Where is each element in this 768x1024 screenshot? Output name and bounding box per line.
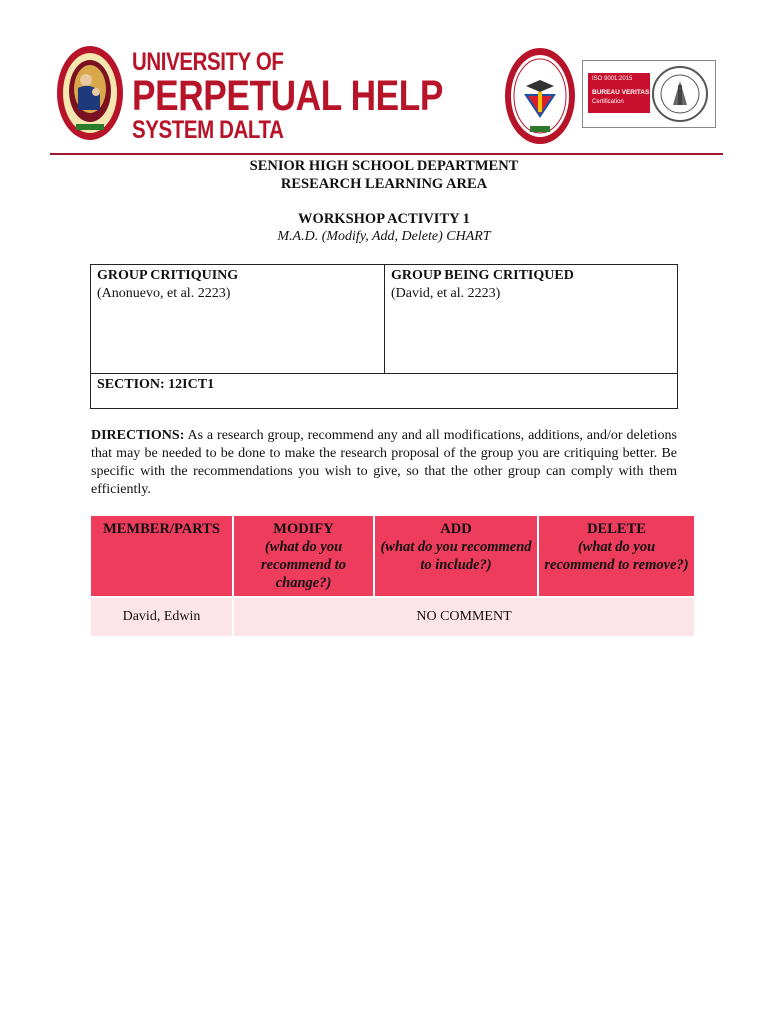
header-divider	[50, 153, 723, 155]
header-question: (what do you recommend to change?)	[261, 539, 346, 591]
certification-label: Certification	[592, 99, 624, 105]
group-critiquing-value: (Anonuevo, et al. 2223)	[97, 286, 231, 301]
section-label: SECTION: 12ICT1	[91, 373, 677, 408]
university-name-line3: SYSTEM DALTA	[132, 116, 284, 144]
mad-chart-table	[91, 516, 694, 636]
group-critiquing-cell	[91, 265, 385, 373]
header-add	[374, 516, 538, 597]
header-question: (what do you recommend to include?)	[380, 539, 532, 573]
directions-text: As a research group, recommend any and all modifications, additions, and/or deletions that may be needed to be done to make the research proposal of the group you are critiquing better. Be specific with the recommendations you wish to give, so that the other group can comply with them efficiently.	[91, 428, 677, 497]
activity-subtitle: M.A.D. (Modify, Add, Delete) CHART	[277, 229, 491, 244]
group-critiqued-cell	[385, 265, 677, 373]
uphsd-seal-icon	[56, 44, 124, 142]
certifier-name: BUREAU VERITAS	[592, 89, 650, 96]
header-modify	[233, 516, 374, 597]
department-title: SENIOR HIGH SCHOOL DEPARTMENT	[249, 158, 519, 174]
iso-standard: ISO 9001:2015	[592, 76, 633, 82]
document-titles	[0, 157, 768, 246]
document-header	[0, 0, 768, 160]
group-info-table	[90, 264, 678, 409]
header-title: DELETE	[587, 521, 646, 537]
mad-header-row	[91, 516, 694, 597]
university-name-line2: PERPETUAL HELP	[132, 72, 443, 120]
group-critiqued-value: (David, et al. 2223)	[391, 286, 501, 301]
header-title: MEMBER/PARTS	[103, 521, 220, 537]
header-delete	[538, 516, 694, 597]
activity-title: WORKSHOP ACTIVITY 1	[298, 211, 470, 227]
header-member-parts	[91, 516, 233, 597]
header-question: (what do you recommend to remove?)	[544, 539, 689, 573]
table-row	[91, 597, 694, 636]
senior-high-school-seal-icon	[504, 46, 576, 146]
comment-cell: NO COMMENT	[233, 597, 694, 636]
group-critiqued-label: GROUP BEING CRITIQUED	[391, 268, 574, 283]
learning-area-title: RESEARCH LEARNING AREA	[280, 176, 488, 192]
university-name-line1: UNIVERSITY OF	[132, 48, 284, 76]
header-title: ADD	[440, 521, 472, 537]
group-critiquing-label: GROUP CRITIQUING	[97, 268, 239, 283]
header-title: MODIFY	[273, 521, 334, 537]
university-name	[132, 50, 443, 143]
directions-paragraph	[91, 427, 677, 499]
iso-certification-panel	[588, 73, 650, 113]
member-cell: David, Edwin	[91, 597, 233, 636]
directions-label: DIRECTIONS:	[91, 428, 185, 443]
bureau-veritas-logo-icon	[651, 65, 709, 123]
iso-certification-badge	[582, 60, 716, 128]
